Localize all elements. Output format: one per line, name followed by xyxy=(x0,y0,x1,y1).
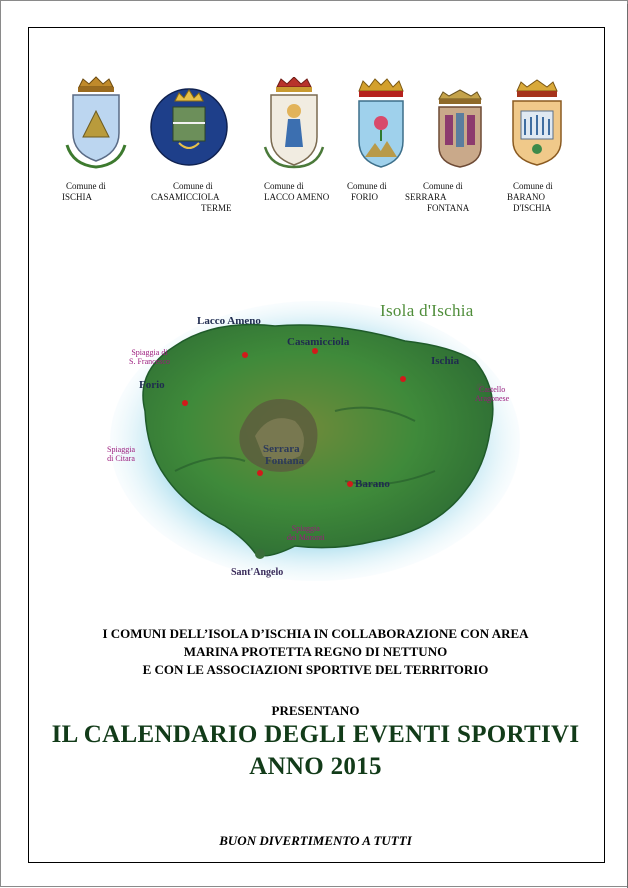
marker-serrara xyxy=(257,470,263,476)
map-label-barano: Barano xyxy=(355,478,390,490)
beach-citara xyxy=(107,445,135,463)
map-label-ischia: Ischia xyxy=(431,355,460,367)
beach-san-francesco xyxy=(129,348,170,366)
comune-prefix: Comune di xyxy=(423,181,463,191)
comune-name-cont: FONTANA xyxy=(427,203,470,213)
presentano: PRESENTANO xyxy=(271,703,360,718)
beach-label: Spiaggia xyxy=(107,445,135,454)
comune-name: BARANO xyxy=(507,192,546,202)
comune-label-forio xyxy=(347,181,387,203)
beach-label: dei Maronti xyxy=(287,533,325,542)
crest-serrara-fontana xyxy=(433,89,487,169)
beach-label: S. Francesco xyxy=(129,357,170,366)
intro-line-3: E CON LE ASSOCIAZIONI SPORTIVE DEL TERRITORIO xyxy=(142,662,489,677)
comune-label-lacco-ameno xyxy=(264,181,329,203)
comune-name: SERRARA xyxy=(405,192,447,202)
comune-name-cont: D'ISCHIA xyxy=(513,203,552,213)
marker-casamicciola xyxy=(312,348,318,354)
santangelo-islet xyxy=(255,549,265,559)
main-year: ANNO 2015 xyxy=(249,753,382,780)
crest-forio xyxy=(351,77,411,171)
comune-prefix: Comune di xyxy=(173,181,213,191)
closing-line: BUON DIVERTIMENTO A TUTTI xyxy=(219,833,412,848)
crest-casamicciola xyxy=(149,83,229,169)
comune-label-barano xyxy=(507,181,553,214)
beach-label: Aragonese xyxy=(475,394,510,403)
marker-ischia xyxy=(400,376,406,382)
map-label-casamicciola: Casamicciola xyxy=(287,336,350,348)
comune-name: FORIO xyxy=(351,192,379,202)
map-label-serrara-1: Serrara xyxy=(263,443,300,455)
map-label-serrara xyxy=(263,443,304,467)
crest-ischia xyxy=(61,75,131,171)
marker-barano xyxy=(347,481,353,487)
island-map xyxy=(105,291,535,591)
main-title: IL CALENDARIO DEGLI EVENTI SPORTIVI xyxy=(51,721,580,748)
comune-prefix: Comune di xyxy=(513,181,553,191)
intro-line-2: MARINA PROTETTA REGNO DI NETTUNO xyxy=(183,644,448,659)
crest-lacco-ameno xyxy=(263,77,325,169)
marker-lacco xyxy=(242,352,248,358)
comune-name-cont: TERME xyxy=(201,203,232,213)
map-title: Isola d'Ischia xyxy=(380,301,474,320)
map-label-serrara-2: Fontana xyxy=(265,455,305,467)
intro-line-1: I COMUNI DELL’ISOLA D’ISCHIA IN COLLABORAZIONE CON AREA xyxy=(102,626,529,641)
comune-label-ischia xyxy=(62,181,106,203)
beach-maronti xyxy=(287,524,325,542)
comune-label-casamicciola xyxy=(151,181,232,214)
comune-prefix: Comune di xyxy=(66,181,106,191)
map-label-forio: Forio xyxy=(139,379,165,391)
beach-label: Castello xyxy=(479,385,506,394)
beach-label: Spiaggia xyxy=(291,524,320,533)
comune-prefix: Comune di xyxy=(264,181,304,191)
comune-name: LACCO AMENO xyxy=(264,192,330,202)
beach-label: di Citara xyxy=(107,454,135,463)
comune-prefix: Comune di xyxy=(347,181,387,191)
marker-forio xyxy=(182,400,188,406)
beach-label: Spiaggia di xyxy=(131,348,168,357)
comune-name: CASAMICCIOLA xyxy=(151,192,220,202)
comune-name: ISCHIA xyxy=(62,192,93,202)
castello-aragonese xyxy=(475,385,509,403)
crest-barano xyxy=(509,79,565,167)
map-label-santangelo: Sant'Angelo xyxy=(231,567,284,578)
map-label-lacco: Lacco Ameno xyxy=(197,315,261,327)
comune-label-serrara-fontana xyxy=(405,181,469,214)
